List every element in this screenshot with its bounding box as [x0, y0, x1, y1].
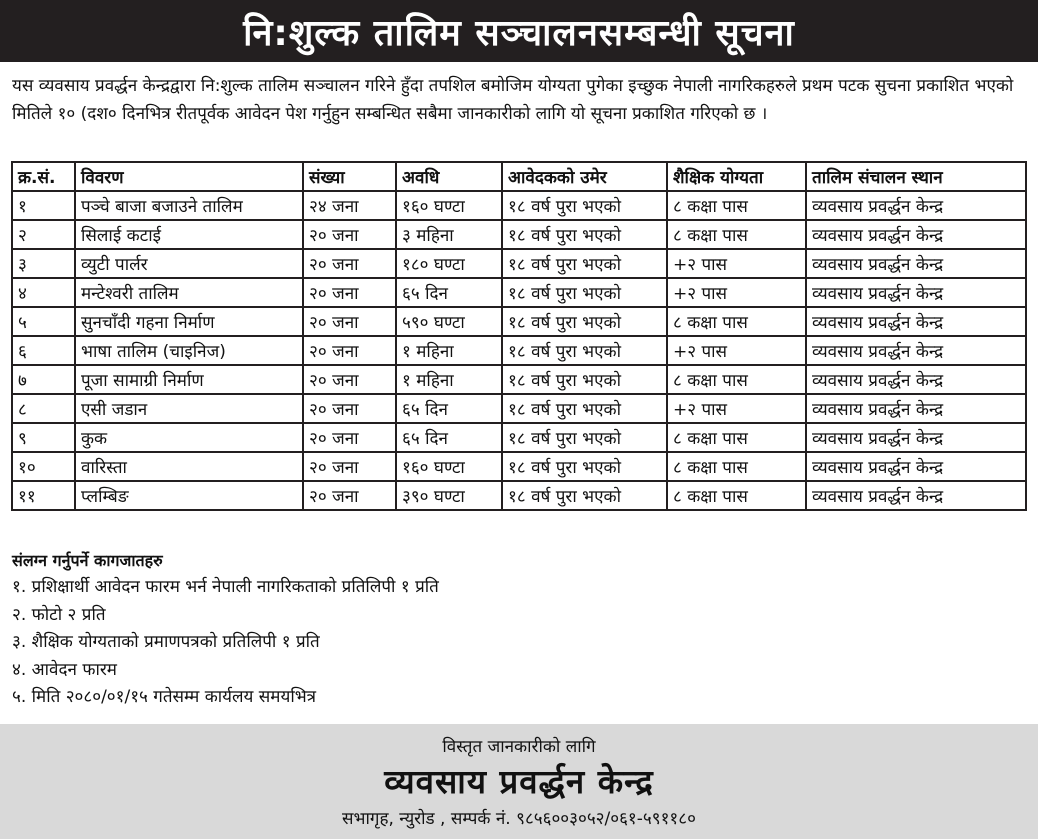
document-item: ५. मिति २०८०/०१/१५ गतेसम्म कार्यलय समयभित्र [12, 687, 317, 707]
cell-location: व्यवसाय प्रवर्द्धन केन्द्र [806, 481, 1026, 510]
table-row [12, 452, 1026, 481]
table-row [12, 307, 1026, 336]
cell-quantity: २० जना [303, 394, 396, 423]
cell-location: व्यवसाय प्रवर्द्धन केन्द्र [806, 423, 1026, 452]
cell-quantity: २० जना [303, 452, 396, 481]
required-documents [12, 548, 1012, 712]
cell-description: पञ्चे बाजा बजाउने तालिम [75, 191, 303, 220]
notice-title: नि:शुल्क तालिम सञ्चालनसम्बन्धी सूचना [243, 12, 795, 54]
cell-sn: ८ [12, 394, 75, 423]
table-row [12, 423, 1026, 452]
cell-sn: ६ [12, 336, 75, 365]
cell-age: १८ वर्ष पुरा भएको [502, 423, 667, 452]
header-training-location: तालिम संचालन स्थान [806, 162, 1026, 191]
cell-education: +२ पास [667, 336, 806, 365]
cell-duration: ६५ दिन [396, 278, 502, 307]
table-row [12, 481, 1026, 510]
document-item: ४. आवेदन फारम [12, 659, 117, 680]
document-item: ३. शैक्षिक योग्यताको प्रमाणपत्रको प्रतिलिपी १ प्रति [12, 632, 320, 652]
cell-location: व्यवसाय प्रवर्द्धन केन्द्र [806, 249, 1026, 278]
cell-location: व्यवसाय प्रवर्द्धन केन्द्र [806, 307, 1026, 336]
cell-age: १८ वर्ष पुरा भएको [502, 365, 667, 394]
cell-education: ८ कक्षा पास [667, 452, 806, 481]
cell-education: ८ कक्षा पास [667, 220, 806, 249]
cell-education: ८ कक्षा पास [667, 365, 806, 394]
footer [0, 724, 1038, 839]
cell-education: ८ कक्षा पास [667, 423, 806, 452]
header-sn: क्र.सं. [12, 162, 75, 191]
document-item: १. प्रशिक्षार्थी आवेदन फारम भर्न नेपाली नागरिकताको प्रतिलिपी १ प्रति [12, 577, 439, 597]
header-quantity: संख्या [303, 162, 396, 191]
cell-description: प्लम्बिङ [75, 481, 303, 510]
cell-quantity: २० जना [303, 307, 396, 336]
cell-education: +२ पास [667, 278, 806, 307]
cell-quantity: २४ जना [303, 191, 396, 220]
notice-title-bar [0, 0, 1038, 62]
cell-location: व्यवसाय प्रवर्द्धन केन्द्र [806, 278, 1026, 307]
cell-age: १८ वर्ष पुरा भएको [502, 452, 667, 481]
cell-sn: ९ [12, 423, 75, 452]
cell-sn: ११ [12, 481, 75, 510]
cell-education: +२ पास [667, 249, 806, 278]
table-row [12, 278, 1026, 307]
cell-age: १८ वर्ष पुरा भएको [502, 220, 667, 249]
cell-description: पूजा सामाग्री निर्माण [75, 365, 303, 394]
table-row [12, 394, 1026, 423]
cell-sn: ७ [12, 365, 75, 394]
cell-education: ८ कक्षा पास [667, 191, 806, 220]
cell-description: मन्टेश्वरी तालिम [75, 278, 303, 307]
cell-age: १८ वर्ष पुरा भएको [502, 191, 667, 220]
training-table [11, 161, 1027, 511]
cell-location: व्यवसाय प्रवर्द्धन केन्द्र [806, 394, 1026, 423]
cell-quantity: २० जना [303, 423, 396, 452]
cell-description: सिलाई कटाई [75, 220, 303, 249]
cell-location: व्यवसाय प्रवर्द्धन केन्द्र [806, 452, 1026, 481]
cell-duration: १ महिना [396, 336, 502, 365]
cell-location: व्यवसाय प्रवर्द्धन केन्द्र [806, 336, 1026, 365]
cell-duration: ६५ दिन [396, 394, 502, 423]
table-header-row [12, 162, 1026, 191]
contact-address: सभागृह, न्युरोड , सम्पर्क नं. ९८५६००३०५२/०६१-५९११८० [342, 809, 696, 829]
cell-quantity: २० जना [303, 278, 396, 307]
cell-quantity: २० जना [303, 481, 396, 510]
cell-sn: १ [12, 191, 75, 220]
header-duration: अवधि [396, 162, 502, 191]
table-row [12, 249, 1026, 278]
cell-description: व्युटी पार्लर [75, 249, 303, 278]
cell-duration: १६० घण्टा [396, 191, 502, 220]
cell-age: १८ वर्ष पुरा भएको [502, 307, 667, 336]
cell-age: १८ वर्ष पुरा भएको [502, 394, 667, 423]
cell-quantity: २० जना [303, 336, 396, 365]
cell-location: व्यवसाय प्रवर्द्धन केन्द्र [806, 365, 1026, 394]
header-education: शैक्षिक योग्यता [667, 162, 806, 191]
header-applicant-age: आवेदकको उमेर [502, 162, 667, 191]
table-row [12, 220, 1026, 249]
cell-duration: १८० घण्टा [396, 249, 502, 278]
cell-duration: १ महिना [396, 365, 502, 394]
table-row [12, 336, 1026, 365]
cell-duration: ३९० घण्टा [396, 481, 502, 510]
cell-description: एसी जडान [75, 394, 303, 423]
cell-description: सुनचाँदी गहना निर्माण [75, 307, 303, 336]
table-row [12, 365, 1026, 394]
cell-duration: ६५ दिन [396, 423, 502, 452]
cell-sn: ४ [12, 278, 75, 307]
cell-description: वारिस्ता [75, 452, 303, 481]
cell-age: १८ वर्ष पुरा भएको [502, 481, 667, 510]
cell-duration: ३ महिना [396, 220, 502, 249]
cell-age: १८ वर्ष पुरा भएको [502, 249, 667, 278]
document-item: २. फोटो २ प्रति [12, 604, 106, 625]
cell-quantity: २० जना [303, 220, 396, 249]
footer-note: विस्तृत जानकारीको लागि [442, 737, 596, 757]
cell-age: १८ वर्ष पुरा भएको [502, 278, 667, 307]
cell-quantity: २० जना [303, 249, 396, 278]
documents-list [12, 574, 1012, 712]
cell-sn: २ [12, 220, 75, 249]
cell-education: ८ कक्षा पास [667, 307, 806, 336]
cell-sn: ५ [12, 307, 75, 336]
cell-location: व्यवसाय प्रवर्द्धन केन्द्र [806, 191, 1026, 220]
cell-education: +२ पास [667, 394, 806, 423]
table-row [12, 191, 1026, 220]
table-body [12, 191, 1026, 510]
header-description: विवरण [75, 162, 303, 191]
cell-education: ८ कक्षा पास [667, 481, 806, 510]
cell-quantity: २० जना [303, 365, 396, 394]
cell-age: १८ वर्ष पुरा भएको [502, 336, 667, 365]
cell-description: भाषा तालिम (चाइनिज) [75, 336, 303, 365]
intro-paragraph: यस व्यवसाय प्रवर्द्धन केन्द्रद्वारा नि:शुल्क तालिम सञ्चालन गरिने हुँदा तपशिल बमोजिम योग्यता पुगेका इच्छुक नेपाली नागरिकहरुले प्रथम पटक सुचना प्रकाशित भएको मितिले १० (दश० दिनभित्र रीतपूर्वक आवेदन पेश गर्नुहुन सम्बन्धित सबैमा जानकारीको लागि यो सूचना प्रकाशित गरिएको छ । [12, 76, 1014, 124]
cell-duration: ५९० घण्टा [396, 307, 502, 336]
cell-description: कुक [75, 423, 303, 452]
cell-duration: १६० घण्टा [396, 452, 502, 481]
cell-sn: १० [12, 452, 75, 481]
cell-location: व्यवसाय प्रवर्द्धन केन्द्र [806, 220, 1026, 249]
documents-heading: संलग्न गर्नुपर्ने कागजातहरु [12, 551, 163, 570]
organization-name: व्यवसाय प्रवर्द्धन केन्द्र [384, 762, 654, 801]
cell-sn: ३ [12, 249, 75, 278]
